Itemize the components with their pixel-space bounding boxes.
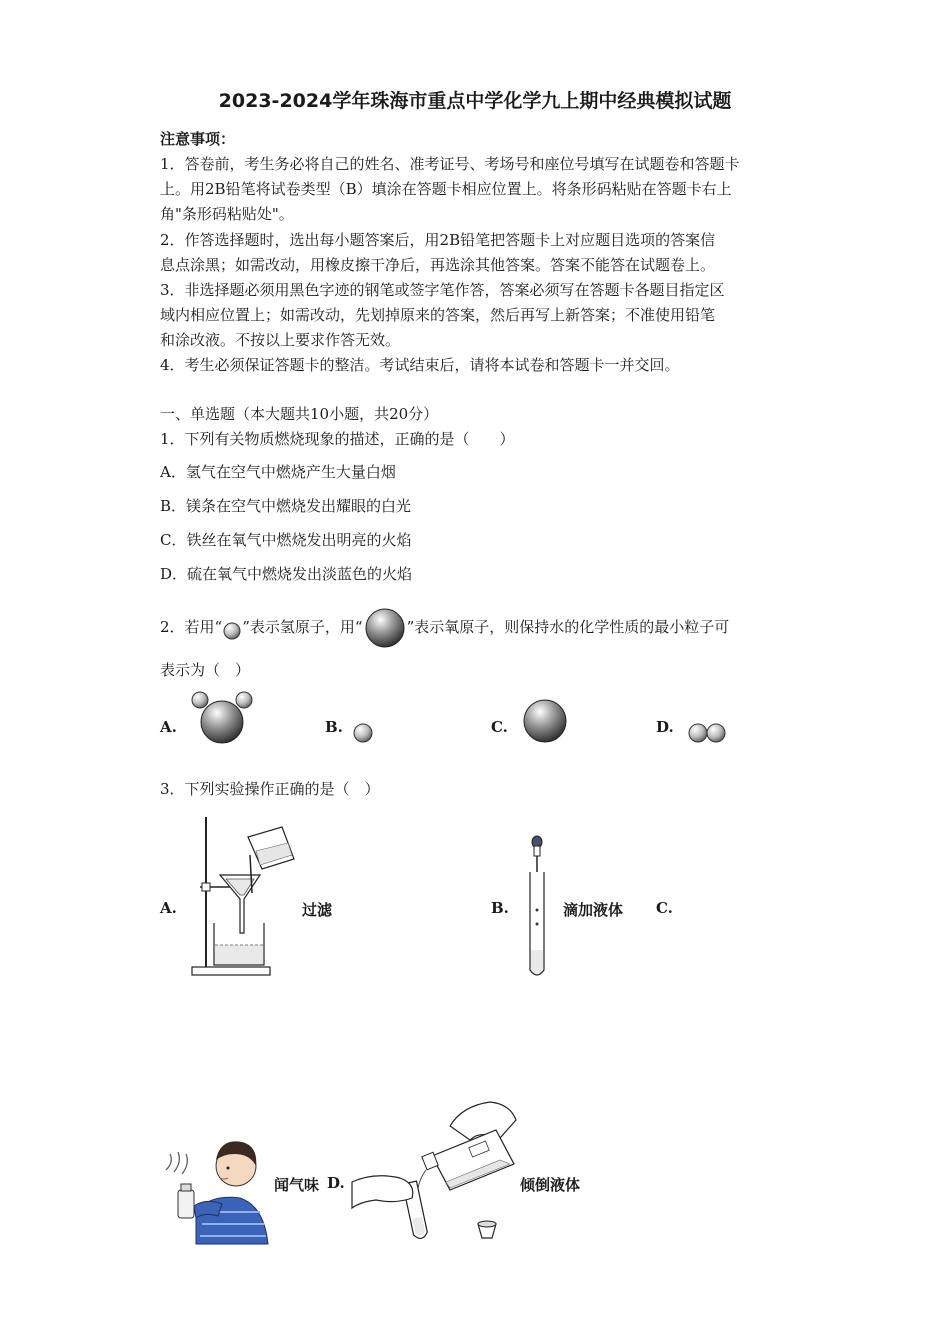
oxygen-atom-icon: [522, 698, 568, 744]
question-2-stem-line2: 表示为（ ）: [160, 661, 251, 679]
water-molecule-icon: [188, 690, 256, 746]
question-2-option-d-label: D.: [656, 718, 674, 736]
notice-line: 上。用2B铅笔将试卷类型（B）填涂在答题卡相应位置上。将条形码粘贴在答题卡右上: [160, 180, 732, 198]
dropper-test-tube-image: [522, 832, 552, 982]
question-2-option-c-label: C.: [491, 718, 508, 736]
smelling-gas-image: [160, 1132, 272, 1247]
pouring-liquid-image: [350, 1098, 520, 1248]
page-title: 2023-2024学年珠海市重点中学化学九上期中经典模拟试题: [218, 90, 732, 112]
question-2-stem-part3: ”表示氧原子，则保持水的化学性质的最小粒子可: [406, 618, 730, 636]
question-3-caption-dropping: 滴加液体: [563, 901, 624, 919]
notice-line: 1．答卷前，考生务必将自己的姓名、准考证号、考场号和座位号填写在试题卷和答题卡: [160, 155, 740, 173]
question-2-stem: [160, 608, 729, 648]
question-2-option-a-label: A.: [160, 718, 177, 736]
hydrogen-atom-icon: [222, 615, 242, 641]
question-3-caption-filtration: 过滤: [302, 901, 333, 919]
question-1-option-b: B．镁条在空气中燃烧发出耀眼的白光: [160, 497, 412, 515]
question-3-stem: 3．下列实验操作正确的是（ ）: [160, 780, 380, 798]
question-1-option-a: A．氢气在空气中燃烧产生大量白烟: [160, 463, 396, 481]
question-3-caption-pouring: 倾倒液体: [520, 1176, 581, 1194]
oxygen-atom-icon: [363, 608, 407, 648]
notice-heading: 注意事项：: [160, 130, 236, 148]
notice-line: 角"条形码粘贴处"。: [160, 205, 294, 223]
notice-line: 息点涂黑；如需改动，用橡皮擦干净后，再选涂其他答案。答案不能答在试题卷上。: [160, 256, 716, 274]
question-1-stem: 1．下列有关物质燃烧现象的描述，正确的是（ ）: [160, 430, 515, 448]
hydrogen-atom-icon: [352, 722, 374, 744]
notice-line: 2．作答选择题时，选出每小题答案后，用2B铅笔把答题卡上对应题目选项的答案信: [160, 231, 716, 249]
hydrogen-molecule-icon: [688, 722, 728, 744]
notice-line: 4．考生必须保证答题卡的整洁。考试结束后，请将本试卷和答题卡一并交回。: [160, 356, 680, 374]
question-1-option-c: C．铁丝在氧气中燃烧发出明亮的火焰: [160, 531, 412, 549]
notice-line: 和涂改液。不按以上要求作答无效。: [160, 331, 401, 349]
question-3-option-c-label: C.: [656, 899, 673, 917]
question-3-option-d-label: D.: [327, 1174, 345, 1192]
notice-line: 3．非选择题必须用黑色字迹的钢笔或签字笔作答，答案必须写在答题卡各题目指定区: [160, 281, 725, 299]
question-2-stem-part2: ”表示氢原子，用“: [242, 618, 363, 636]
question-3-caption-smelling: 闻气味: [274, 1176, 320, 1194]
question-2-option-b-label: B.: [325, 718, 343, 736]
question-3-option-a-label: A.: [160, 899, 177, 917]
question-1-option-d: D．硫在氧气中燃烧发出淡蓝色的火焰: [160, 565, 413, 583]
section-heading: 一、单选题（本大题共10小题，共20分）: [160, 405, 439, 423]
filtration-apparatus-image: [190, 815, 300, 980]
question-3-option-b-label: B.: [491, 899, 509, 917]
question-2-stem-part1: 2．若用“: [160, 618, 223, 636]
notice-line: 域内相应位置上；如需改动，先划掉原来的答案，然后再写上新答案；不准使用铅笔: [160, 306, 716, 324]
